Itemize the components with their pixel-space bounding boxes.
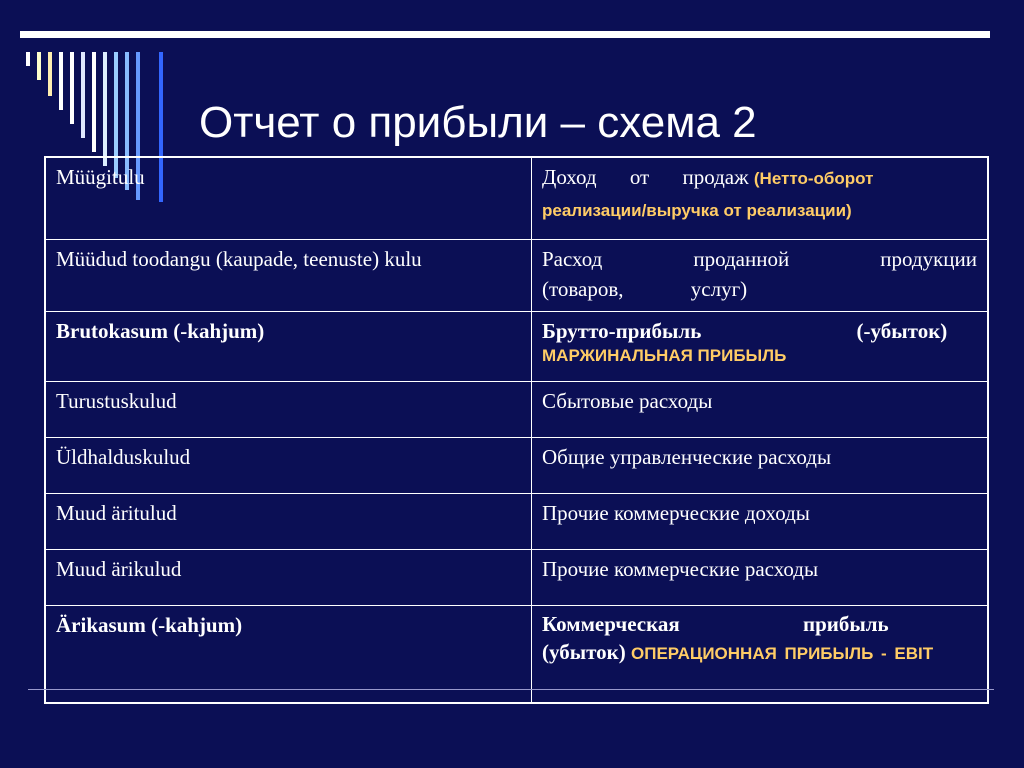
decor-bar — [59, 52, 63, 110]
decor-bar — [103, 52, 107, 166]
row-et-label: Ärikasum (-kahjum) — [46, 606, 532, 703]
row-et-label: Üldhalduskulud — [46, 438, 532, 494]
decor-bar — [37, 52, 41, 80]
table-row — [46, 494, 988, 550]
decor-bar — [26, 52, 30, 66]
row-et-label: Muud äritulud — [46, 494, 532, 550]
page-title: Отчет о прибыли – схема 2 — [199, 98, 757, 147]
row-et-label: Brutokasum (-kahjum) — [46, 312, 532, 382]
bottom-rule — [28, 689, 994, 690]
table-row — [46, 382, 988, 438]
top-rule — [20, 31, 990, 38]
row-et-label: Müüdud toodangu (kaupade, teenuste) kulu — [46, 240, 532, 312]
decor-bar — [92, 52, 96, 152]
row-ru-label: Брутто-прибыль (-убыток) — [542, 319, 948, 343]
decor-bar — [48, 52, 52, 96]
row-ru-label: Расход проданной продукции (товаров, услуг) — [532, 240, 988, 312]
table-row — [46, 550, 988, 606]
row-ru-label: Общие управленческие расходы — [532, 438, 988, 494]
row-ru-label: Прочие коммерческие доходы — [532, 494, 988, 550]
decor-bar — [70, 52, 74, 124]
row-ru-label: Коммерческая прибыль (убыток) — [542, 612, 889, 664]
profit-report-table — [44, 156, 989, 704]
row-et-label: Turustuskulud — [46, 382, 532, 438]
row-ru-note: МАРЖИНАЛЬНАЯ ПРИБЫЛЬ — [542, 346, 787, 365]
table-row — [46, 240, 988, 312]
row-ru-label: Прочие коммерческие расходы — [532, 550, 988, 606]
row-ru-label: Доход от продаж — [542, 165, 749, 189]
row-et-label: Müügitulu — [46, 158, 532, 240]
row-ru-note: ОПЕРАЦИОННАЯ ПРИБЫЛЬ - EBIT — [631, 644, 934, 663]
table-row — [46, 158, 988, 240]
table-row — [46, 312, 988, 382]
table-row — [46, 606, 988, 703]
row-ru-cell — [532, 158, 988, 240]
row-et-label: Muud ärikulud — [46, 550, 532, 606]
table-row — [46, 438, 988, 494]
row-ru-label: Сбытовые расходы — [532, 382, 988, 438]
decor-bar — [81, 52, 85, 138]
row-ru-cell — [532, 606, 988, 703]
row-ru-cell — [532, 312, 988, 382]
row-ru-note: (Нетто-оборот реализации/выручка от реализации) — [542, 169, 874, 220]
